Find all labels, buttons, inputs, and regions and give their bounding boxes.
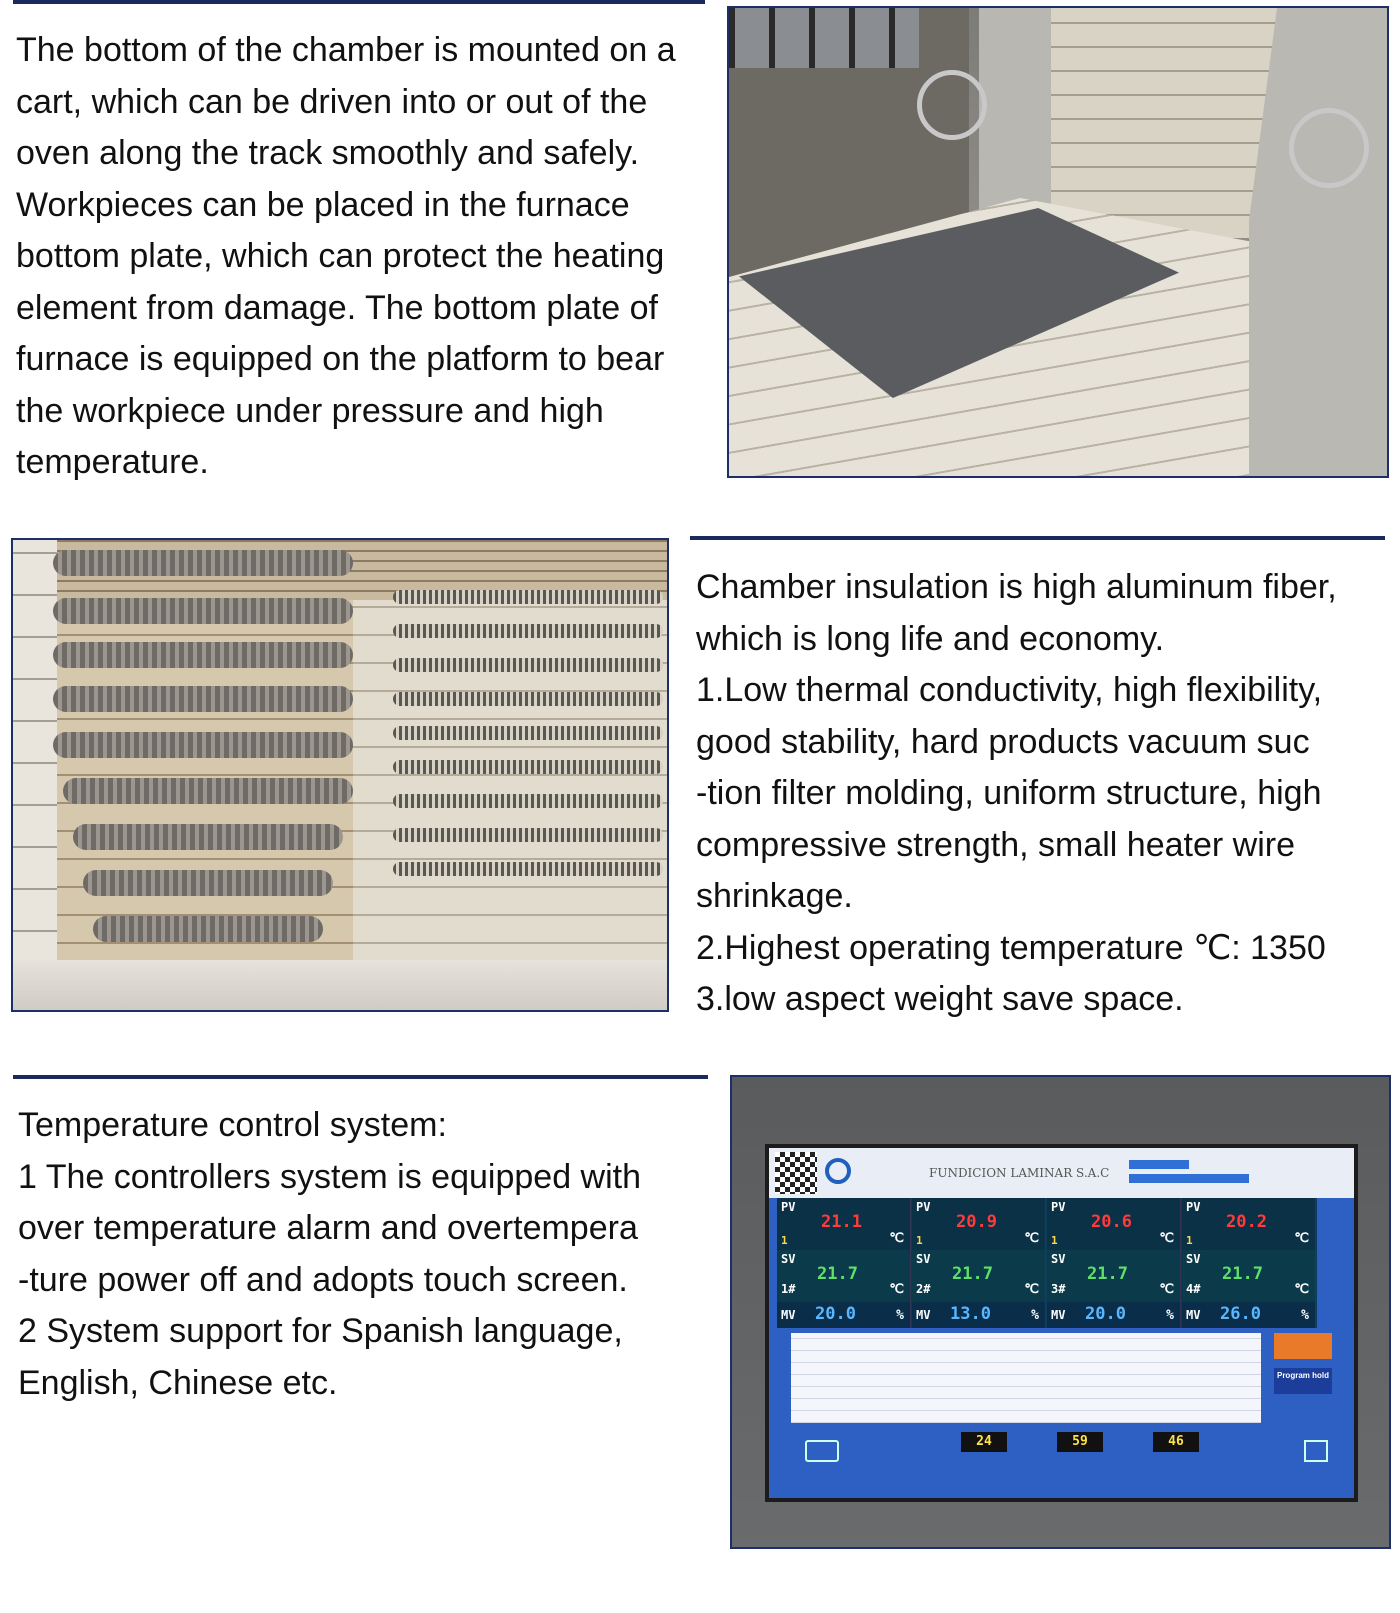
insulation-line: 2.Highest operating temperature ℃: 1350 [696,928,1326,967]
company-name: FUNDICION LAMINAR S.A.C [929,1166,1110,1180]
insulation-line: compressive strength, small heater wire [696,825,1296,864]
sv-cell: SV 21.7 1# ℃ [777,1250,911,1302]
program-stop-button[interactable] [1274,1403,1332,1423]
pv-cell: PV 20.2 1 ℃ [1182,1198,1316,1250]
control-line: Temperature control system: [18,1106,447,1144]
sv-value: 21.7 [1087,1264,1128,1284]
pv-value: 20.2 [1226,1212,1267,1232]
bottom-divider [13,1075,708,1079]
help-icon[interactable] [805,1440,839,1462]
insulation-line: shrinkage. [696,877,853,915]
pv-cell: PV 20.9 1 ℃ [912,1198,1046,1250]
control-description [18,1100,718,1409]
control-line: over temperature alarm and overtempera [18,1209,638,1247]
cart-description [16,25,721,489]
mv-cell: MV 20.0 % [777,1302,911,1328]
control-line: 2 System support for Spanish language, [18,1312,623,1350]
mv-cell: MV 13.0 % [912,1302,1046,1328]
sv-cell: SV 21.7 2# ℃ [912,1250,1046,1302]
touch-screen-photo [730,1075,1391,1549]
pv-value: 20.9 [956,1212,997,1232]
cart-description-text: The bottom of the chamber is mounted on a cart, which can be driven into or out of the oven along the track smoothly and safely. Workpieces can be placed in the furnace bottom plate, which can protect the heating element from damage. The bottom plate of furnace is equipped on the platform to bear the workpiece under pressure and high temperature. [16,31,676,481]
mv-cell: MV 20.0 % [1047,1302,1181,1328]
mv-value: 26.0 [1220,1304,1261,1324]
insulation-line: Chamber insulation is high aluminum fiber, [696,568,1337,606]
insulation-line: which is long life and economy. [696,619,1165,658]
car-bottom-furnace-photo [727,6,1389,478]
mv-value: 13.0 [950,1304,991,1324]
mv-cell: MV 26.0 % [1182,1302,1316,1328]
insulation-line: 3.low aspect weight save space. [696,980,1184,1018]
middle-divider [690,536,1385,540]
mv-value: 20.0 [1085,1304,1126,1324]
sv-cell: SV 21.7 4# ℃ [1182,1250,1316,1302]
top-divider [13,0,705,4]
pv-value: 20.6 [1091,1212,1132,1232]
insulation-description [696,562,1398,1026]
running-time-field [1129,1174,1249,1183]
pv-cell: PV 20.6 1 ℃ [1047,1198,1181,1250]
second-display: 46 [1153,1432,1199,1452]
insulation-line: 1.Low thermal conductivity, high flexibility, [696,671,1323,709]
heating-elements-photo [11,538,669,1012]
pv-value: 21.1 [821,1212,862,1232]
channel-grid [777,1198,1317,1328]
mv-value: 20.0 [815,1304,856,1324]
brand-logo-icon [825,1158,851,1184]
sv-value: 21.7 [952,1264,993,1284]
minute-display: 59 [1057,1432,1103,1452]
home-icon[interactable] [1304,1440,1328,1462]
program-hold-button[interactable]: Program hold [1274,1368,1332,1394]
trend-chart [791,1333,1261,1423]
sv-value: 21.7 [817,1264,858,1284]
pv-cell: PV 21.1 1 ℃ [777,1198,911,1250]
hour-display: 24 [961,1432,1007,1452]
controller-screen [765,1144,1358,1502]
screen-header [769,1148,1354,1198]
program-running-button[interactable] [1274,1333,1332,1359]
date-field [1129,1160,1189,1169]
control-line: 1 The controllers system is equipped with [18,1157,642,1196]
insulation-line: -tion filter molding, uniform structure, high [696,774,1322,812]
sv-value: 21.7 [1222,1264,1263,1284]
qr-code-icon [775,1152,817,1194]
insulation-line: good stability, hard products vacuum suc [696,722,1310,761]
control-line: English, Chinese etc. [18,1363,338,1402]
sv-cell: SV 21.7 3# ℃ [1047,1250,1181,1302]
control-line: -ture power off and adopts touch screen. [18,1260,628,1299]
